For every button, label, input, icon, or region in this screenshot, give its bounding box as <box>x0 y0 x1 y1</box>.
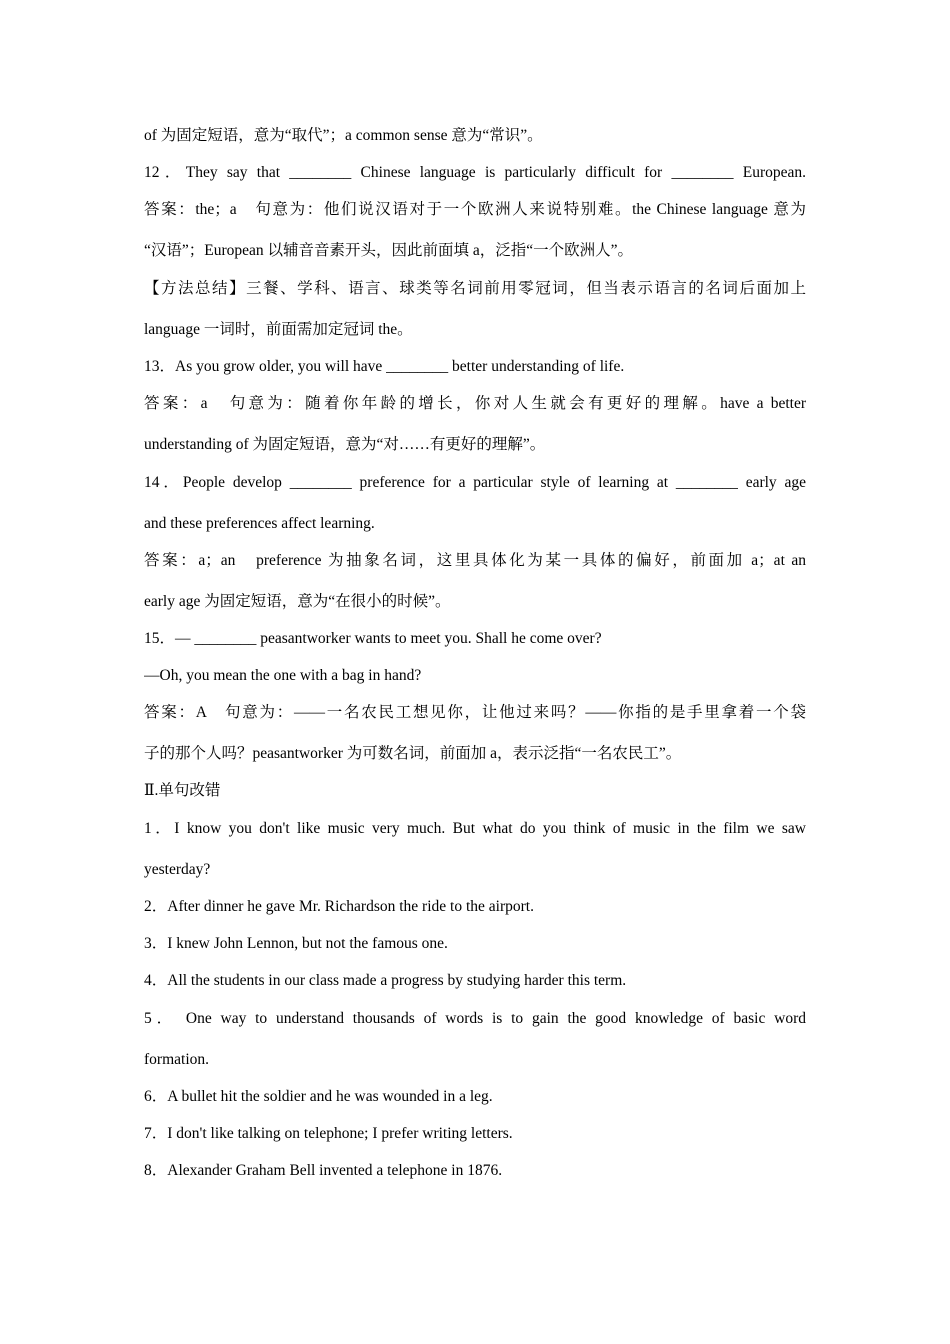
correction-5-line-2: formation. <box>144 1051 209 1068</box>
answer-11-continued: of 为固定短语，意为“取代”；a common sense 意为“常识”。 <box>144 127 543 144</box>
correction-1-line-2: yesterday? <box>144 861 211 878</box>
correction-7: 7．I don't like talking on telephone; I prefer writing letters. <box>144 1125 513 1142</box>
question-13: 13．As you grow older, you will have ________ better understanding of life. <box>144 358 625 375</box>
correction-3: 3．I knew John Lennon, but not the famous one. <box>144 935 448 952</box>
answer-14-line-2: early age 为固定短语，意为“在很小的时候”。 <box>144 593 451 610</box>
section-heading: Ⅱ.单句改错 <box>144 782 221 799</box>
answer-15-line-1: 答案：A 句意为：——一名农民工想见你，让他过来吗？——你指的是手里拿着一个袋 <box>144 704 806 721</box>
question-12: 12．They say that ________ Chinese language is particularly difficult for ________ European. <box>144 164 806 181</box>
question-15-line-1: 15．— ________ peasantworker wants to meet you. Shall he come over? <box>144 630 602 647</box>
method-summary-line-2: language 一词时，前面需加定冠词 the。 <box>144 321 413 338</box>
answer-12-line-1: 答案：the；a 句意为：他们说汉语对于一个欧洲人来说特别难。the Chinese language 意为 <box>144 201 806 218</box>
answer-14-line-1: 答案：a；an preference 为抽象名词，这里具体化为某一具体的偏好，前面加 a；at an <box>144 552 806 569</box>
answer-12-line-2: “汉语”；European 以辅音音素开头，因此前面填 a，泛指“一个欧洲人”。 <box>144 242 634 259</box>
correction-8: 8．Alexander Graham Bell invented a telephone in 1876. <box>144 1162 503 1179</box>
question-14-line-2: and these preferences affect learning. <box>144 515 375 532</box>
answer-13-line-1: 答案：a 句意为：随着你年龄的增长，你对人生就会有更好的理解。have a better <box>144 395 806 412</box>
correction-1-line-1: 1．I know you don't like music very much. But what do you think of music in the film we saw <box>144 820 806 837</box>
correction-5-line-1: 5． One way to understand thousands of words is to gain the good knowledge of basic word <box>144 1010 806 1027</box>
correction-2: 2．After dinner he gave Mr. Richardson the ride to the airport. <box>144 898 534 915</box>
question-15-line-2: —Oh, you mean the one with a bag in hand? <box>144 667 422 684</box>
correction-6: 6．A bullet hit the soldier and he was wounded in a leg. <box>144 1088 493 1105</box>
method-summary-line-1: 【方法总结】三餐、学科、语言、球类等名词前用零冠词，但当表示语言的名词后面加上 <box>144 280 806 297</box>
correction-4: 4．All the students in our class made a progress by studying harder this term. <box>144 972 627 989</box>
answer-13-line-2: understanding of 为固定短语，意为“对……有更好的理解”。 <box>144 436 546 453</box>
question-14-line-1: 14．People develop ________ preference for a particular style of learning at ________ early age <box>144 474 806 491</box>
answer-15-line-2: 子的那个人吗？peasantworker 为可数名词，前面加 a，表示泛指“一名农民工”。 <box>144 745 682 762</box>
